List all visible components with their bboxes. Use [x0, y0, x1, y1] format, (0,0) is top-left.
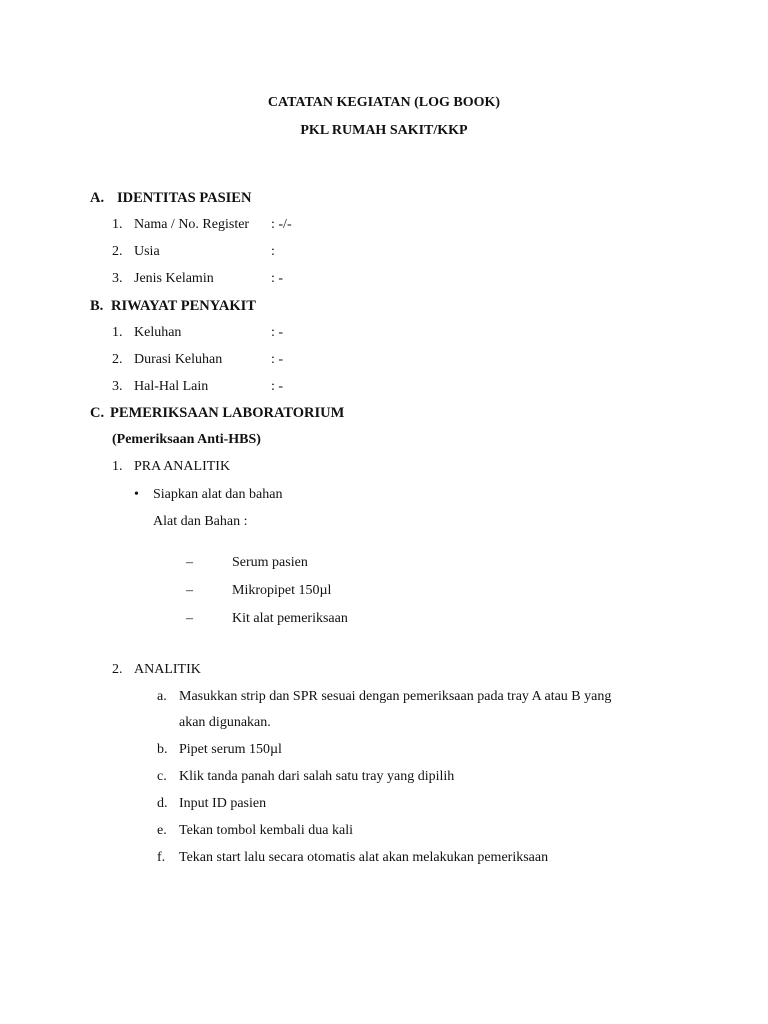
doc-title-line1: CATATAN KEGIATAN (LOG BOOK)	[267, 95, 501, 110]
tool-text: Kit alat pemeriksaan	[232, 611, 348, 626]
step-letter: b.	[157, 742, 168, 757]
step-text: Masukkan strip dan SPR sesuai dengan pemeriksaan pada tray A atau B yang	[179, 689, 612, 704]
section-c-letter: C.	[90, 405, 105, 421]
analitik-step-a-cont: akan digunakan.	[179, 715, 271, 730]
step-text: Input ID pasien	[179, 796, 267, 811]
step-letter: a.	[157, 689, 167, 704]
step-text: Klik tanda panah dari salah satu tray yang dipilih	[179, 769, 455, 784]
step-letter: f.	[157, 850, 166, 865]
section-a-heading	[90, 189, 251, 207]
section-c-title: PEMERIKSAAN LABORATORIUM	[110, 405, 345, 421]
section-b-letter: B.	[90, 298, 104, 314]
item-label: Jenis Kelamin	[134, 271, 214, 286]
item-number: 1.	[112, 217, 123, 232]
section-b-heading	[90, 297, 256, 315]
item-label: Hal-Hal Lain	[134, 379, 209, 394]
step-letter: c.	[157, 769, 167, 784]
tools-label: Alat dan Bahan :	[153, 514, 248, 529]
item-number: 2.	[112, 352, 123, 367]
item-label: Durasi Keluhan	[134, 352, 223, 367]
step-letter: e.	[157, 823, 167, 838]
item-number: 2.	[112, 244, 123, 259]
dash-marker: –	[186, 611, 193, 626]
step-text: Tekan start lalu secara otomatis alat akan melakukan pemeriksaan	[179, 850, 549, 865]
item-label: Usia	[134, 244, 160, 259]
section-c-heading	[90, 404, 344, 422]
analitik-title: ANALITIK	[134, 662, 201, 677]
step-text: Tekan tombol kembali dua kali	[179, 823, 353, 838]
bullet-text: Siapkan alat dan bahan	[153, 487, 283, 502]
item-number: 3.	[112, 271, 123, 286]
section-a-letter: A.	[90, 190, 105, 206]
item-label: Keluhan	[134, 325, 182, 340]
dash-marker: –	[186, 583, 193, 598]
pra-analitik-title: PRA ANALITIK	[134, 459, 231, 474]
step-text: Pipet serum 150µl	[179, 742, 282, 757]
item-value: : -	[271, 379, 284, 394]
section-c-subtitle: (Pemeriksaan Anti-HBS)	[112, 432, 261, 447]
section-a-title: IDENTITAS PASIEN	[117, 190, 252, 206]
section-b-title: RIWAYAT PENYAKIT	[111, 298, 256, 314]
item-number: 2.	[112, 662, 123, 677]
doc-title-line2: PKL RUMAH SAKIT/KKP	[300, 123, 468, 138]
item-value: : -	[271, 352, 284, 367]
item-number: 3.	[112, 379, 123, 394]
dash-marker: –	[186, 555, 193, 570]
tool-text: Mikropipet 150µl	[232, 583, 332, 598]
item-number: 1.	[112, 325, 123, 340]
item-value: :	[271, 244, 275, 259]
item-value: : -/-	[271, 217, 292, 232]
tool-text: Serum pasien	[232, 555, 308, 570]
step-letter: d.	[157, 796, 168, 811]
item-number: 1.	[112, 459, 123, 474]
item-value: : -	[271, 325, 284, 340]
item-value: : -	[271, 271, 284, 286]
bullet-icon: •	[134, 487, 139, 502]
item-label: Nama / No. Register	[134, 217, 250, 232]
